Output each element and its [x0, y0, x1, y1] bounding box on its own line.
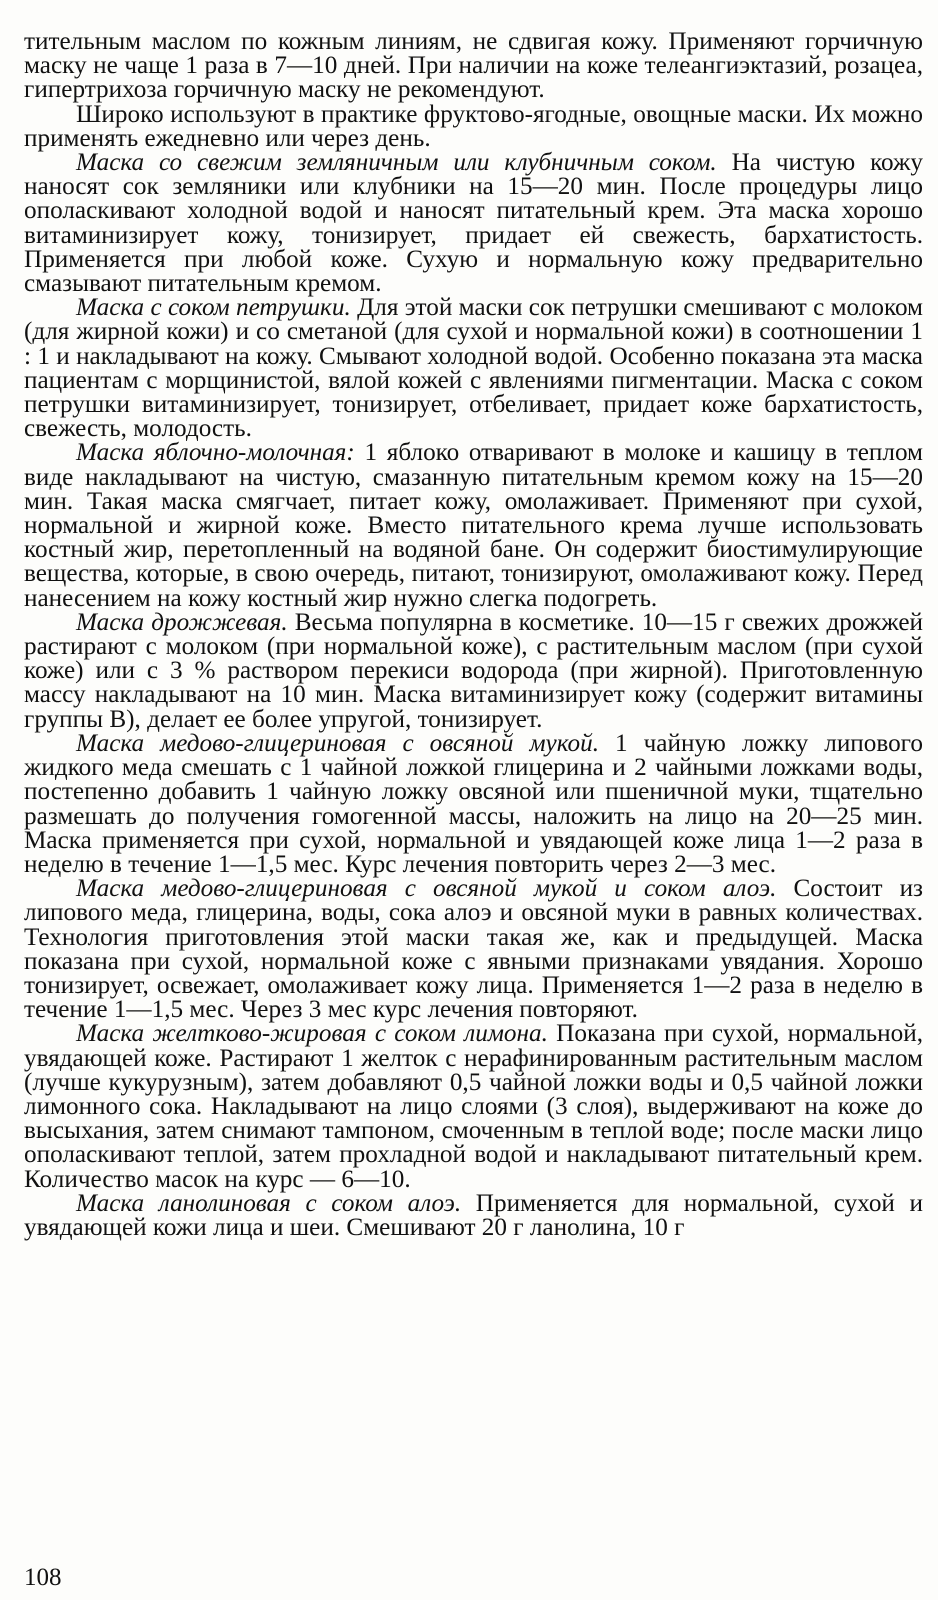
paragraph-text: На чистую кожу наносят сок земляники или клубники на 15—20 мин. После процедуры лицо ополаскивают холодной водой и наносят питательный крем. Эта маска хорошо витаминизирует кожу, тонизирует, придает ей свежесть, бархатистость. Применяется при любой коже. Сухую и нормальную кожу предварительно смазывают питательным кремом.: [24, 149, 924, 298]
paragraph: [24, 729, 923, 878]
paragraph: [24, 30, 923, 103]
paragraph: [24, 877, 923, 1022]
body-text: [24, 30, 923, 1240]
paragraph-text: тительным маслом по кожным линиям, не сдвигая кожу. Применяют горчичную маску не чаще 1 раза в 7—10 дней. При наличии на коже телеангиэктазий, розацеа, гипертрихоза горчичную маску не рекомендуют.: [24, 28, 923, 104]
paragraph-lead: Маска с соком петрушки.: [76, 294, 351, 322]
paragraph-lead: Маска дрожжевая.: [76, 608, 288, 636]
paragraph-text: Весьма популярна в косметике. 10—15 г свежих дрожжей растирают с молоком (при нормальной коже), с растительным маслом (при сухой коже) или с 3 % раствором перекиси водорода (при жирной). Приготовленную массу накладывают на 10 мин. Маска витаминизирует кожу (содержит витамины группы В), делает ее более упругой, тонизирует.: [24, 608, 924, 733]
paragraph-lead: Маска яблочно-молочная:: [76, 439, 355, 467]
page-number: 108: [24, 1564, 62, 1591]
paragraph-text: Показана при сухой, нормальной, увядающей коже. Растирают 1 желток с нерафинированным растительным маслом (лучше кукурузным), затем добавляют 0,5 чайной ложки воды и 0,5 чайной ложки лимонного сока. Накладывают на лицо слоями (3 слоя), выдерживают на коже до высыхания, затем снимают тампоном, смоченным в теплой воде; после маски лицо ополаскивают теплой, затем прохладной водой и накладывают питательный крем. Количество масок на курс — 6—10.: [24, 1020, 923, 1193]
paragraph-lead: Маска медово-глицериновая с овсяной мукой.: [76, 729, 600, 757]
paragraph-lead: Маска желтково-жировая с соком лимона.: [76, 1020, 548, 1048]
paragraph: [24, 441, 923, 610]
paragraph-text: 1 чайную ложку липового жидкого меда смешать с 1 чайной ложкой глицерина и 2 чайными ложками воды, постепенно добавить 1 чайную ложку овсяной или пшеничной муки, тщательно размешать до получения гомогенной массы, наложить на лицо на 20—25 мин. Маска применяется при сухой, нормальной и увядающей коже лица 1—2 раза в неделю в течение 1—1,5 мес. Курс лечения повторить через 2—3 мес.: [24, 729, 923, 878]
paragraph-lead: Маска медово-глицериновая с овсяной мукой и соком алоэ.: [76, 875, 777, 903]
paragraph-text: Для этой маски сок петрушки смешивают с молоком (для жирной кожи) и со сметаной (для сухой и нормальной кожи) в соотношении 1 : 1 и накладывают на кожу. Смывают холодной водой. Особенно показана эта маска пациентам с морщинистой, вялой кожей с явлениями пигментации. Маска с соком петрушки витаминизирует, тонизирует, отбеливает, придает коже бархатистость, свежесть, молодость.: [24, 294, 923, 443]
paragraph: [24, 100, 923, 152]
paragraph-text: Широко используют в практике фруктово-ягодные, овощные маски. Их можно применять ежедневно или через день.: [24, 100, 923, 152]
paragraph: [24, 608, 924, 733]
paragraph: [24, 151, 923, 296]
paragraph-text: 1 яблоко отваривают в молоке и кашицу в теплом виде накладывают на чистую, смазанную питательным кремом кожу на 15—20 мин. Такая маска смягчает, питает кожу, омолаживает. Применяют при сухой, нормальной и жирной коже. Вместо питательного крема лучше использовать костный жир, перетопленный на водяной бане. Он содержит биостимулирующие вещества, которые, в свою очередь, питают, тонизируют, омолаживают кожу. Перед нанесением на кожу костный жир нужно слегка подогреть.: [24, 439, 923, 612]
paragraph-lead: Маска со свежим земляничным или клубничным соком.: [76, 149, 717, 177]
paragraph-text: Применяется для нормальной, сухой и увядающей кожи лица и шеи. Смешивают 20 г ланолина, 10 г: [24, 1189, 923, 1241]
paragraph: [24, 1189, 923, 1241]
paragraph: [24, 1022, 923, 1191]
paragraph-text: Состоит из липового меда, глицерина, воды, сока алоэ и овсяной муки в равных количествах. Технология приготовления этой маски такая же, как и предыдущей. Маска показана при сухой, нормальной коже с явными признаками увядания. Хорошо тонизирует, освежает, омолаживает кожу лица. Применяется 1—2 раза в неделю в течение 1—1,5 мес. Через 3 мес курс лечения повторяют.: [24, 875, 923, 1024]
paragraph-lead: Маска ланолиновая с соком алоэ.: [76, 1189, 462, 1217]
paragraph: [24, 296, 923, 441]
